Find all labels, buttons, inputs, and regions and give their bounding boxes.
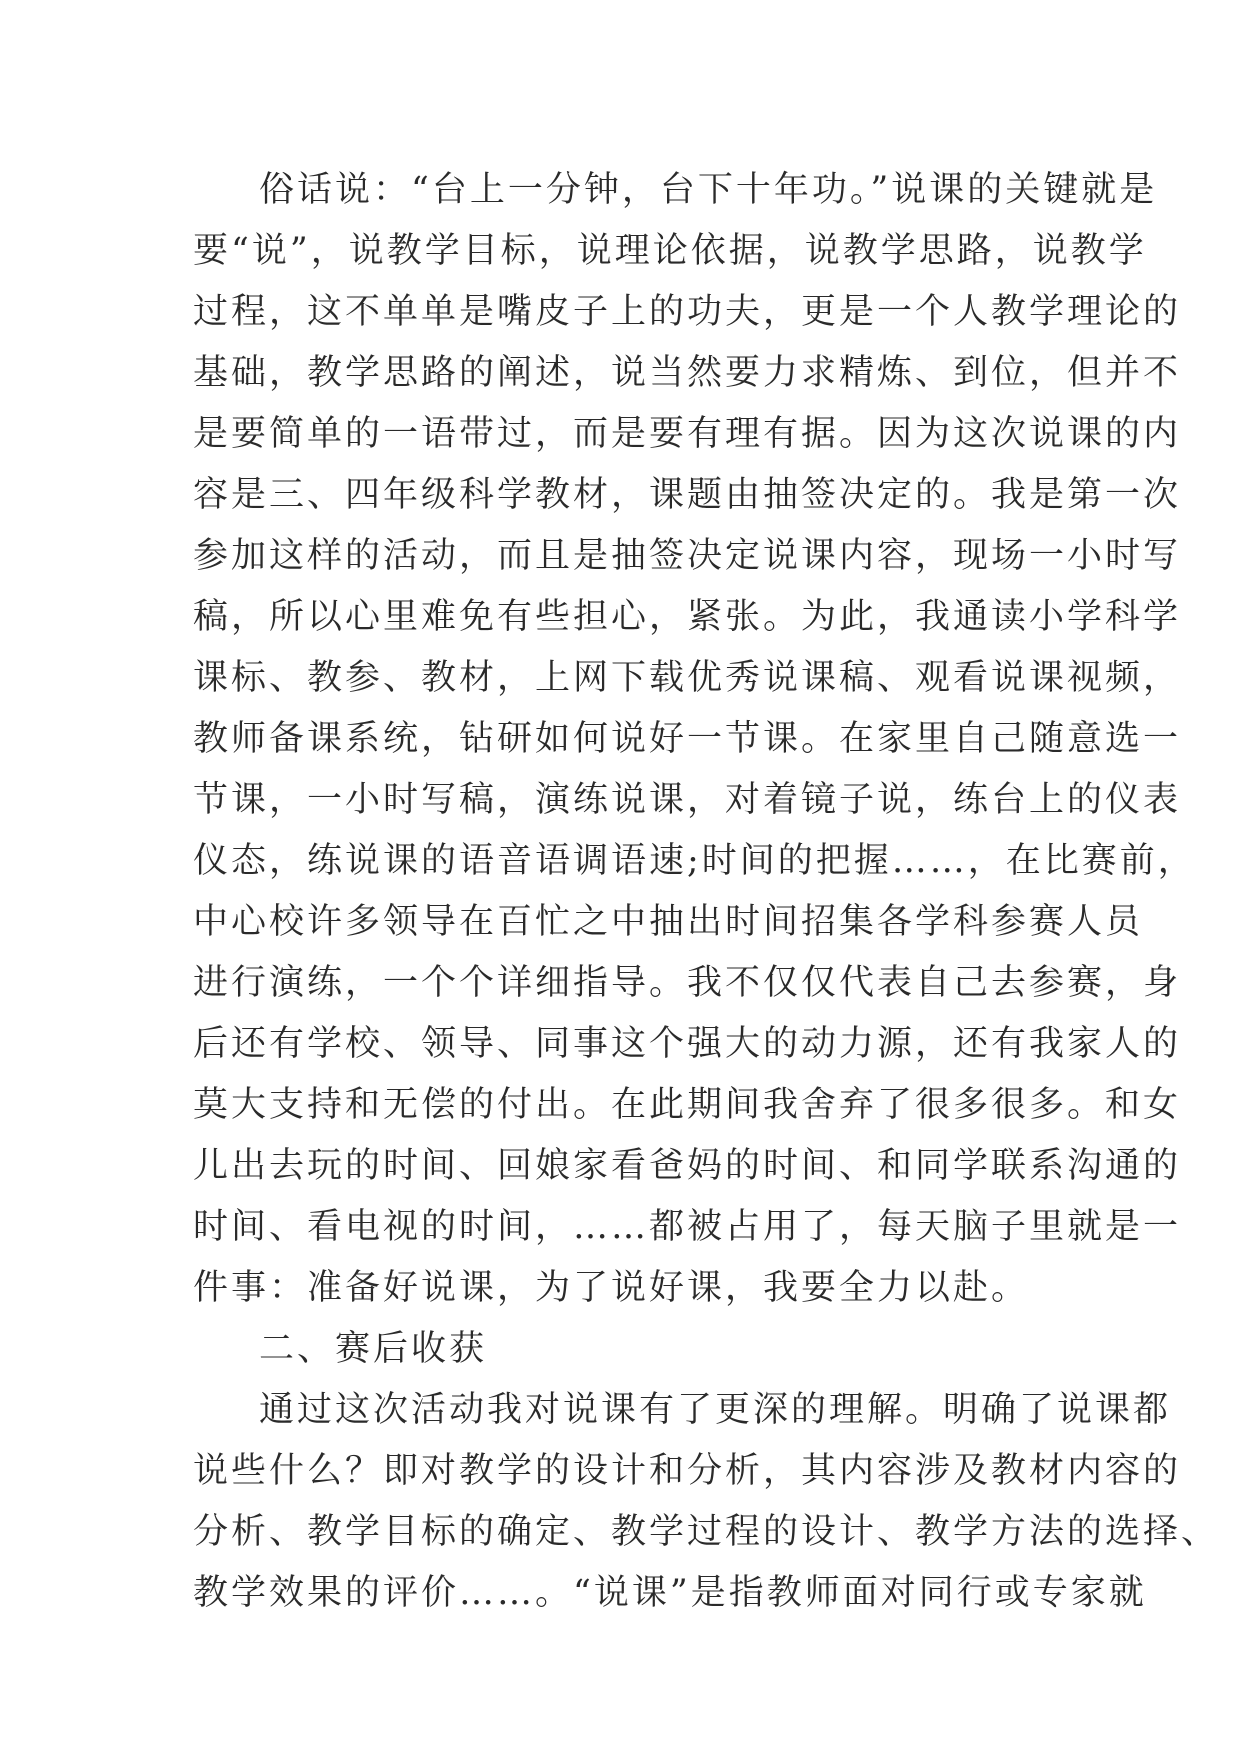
paragraph-line: 参加这样的活动，而且是抽签决定说课内容，现场一小时写 bbox=[193, 536, 1182, 576]
paragraph-line: 仪态，练说课的语音语调语速;时间的把握……，在比赛前， bbox=[193, 841, 1196, 881]
paragraph-line: 稿，所以心里难免有些担心，紧张。为此，我通读小学科学 bbox=[193, 597, 1182, 637]
paragraph-line: 教学效果的评价……。“说课”是指教师面对同行或专家就 bbox=[193, 1573, 1147, 1613]
paragraph-line: 课标、教参、教材，上网下载优秀说课稿、观看说课视频， bbox=[193, 658, 1182, 698]
paragraph-line: 基础，教学思路的阐述，说当然要力求精炼、到位，但并不 bbox=[193, 353, 1182, 393]
paragraph-line: 容是三、四年级科学教材，课题由抽签决定的。我是第一次 bbox=[193, 475, 1182, 515]
paragraph-line: 说些什么？即对教学的设计和分析，其内容涉及教材内容的 bbox=[193, 1451, 1182, 1491]
paragraph-line: 进行演练，一个个详细指导。我不仅仅代表自己去参赛，身 bbox=[193, 963, 1182, 1003]
paragraph-line: 莫大支持和无偿的付出。在此期间我舍弃了很多很多。和女 bbox=[193, 1085, 1182, 1125]
paragraph-line: 节课，一小时写稿，演练说课，对着镜子说，练台上的仪表 bbox=[193, 780, 1182, 820]
paragraph-line: 时间、看电视的时间，……都被占用了，每天脑子里就是一 bbox=[193, 1207, 1182, 1247]
paragraph-line: 件事：准备好说课，为了说好课，我要全力以赴。 bbox=[193, 1268, 1030, 1308]
paragraph-line: 后还有学校、领导、同事这个强大的动力源，还有我家人的 bbox=[193, 1024, 1182, 1064]
paragraph-line: 儿出去玩的时间、回娘家看爸妈的时间、和同学联系沟通的 bbox=[193, 1146, 1182, 1186]
paragraph-line: 是要简单的一语带过，而是要有理有据。因为这次说课的内 bbox=[193, 414, 1182, 454]
paragraph-line: 中心校许多领导在百忙之中抽出时间招集各学科参赛人员 bbox=[193, 902, 1144, 942]
paragraph-line: 分析、教学目标的确定、教学过程的设计、教学方法的选择、 bbox=[193, 1512, 1220, 1552]
paragraph-line: 俗话说：“台上一分钟，台下十年功。”说课的关键就是 bbox=[259, 170, 1158, 210]
paragraph-line: 要“说”，说教学目标，说理论依据，说教学思路，说教学 bbox=[193, 231, 1147, 271]
paragraph-line: 教师备课系统，钻研如何说好一节课。在家里自己随意选一 bbox=[193, 719, 1182, 759]
body-text bbox=[193, 160, 1220, 1624]
section-heading: 二、赛后收获 bbox=[259, 1329, 488, 1369]
paragraph-line: 过程，这不单单是嘴皮子上的功夫，更是一个人教学理论的 bbox=[193, 292, 1182, 332]
paragraph-line: 通过这次活动我对说课有了更深的理解。明确了说课都 bbox=[259, 1390, 1172, 1430]
